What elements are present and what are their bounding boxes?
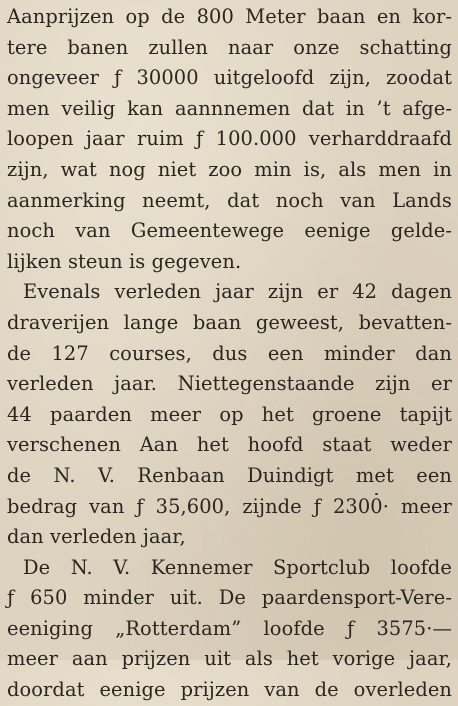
paragraph-sportclubs: [7, 553, 452, 706]
text-line: verleden jaar. Niettegenstaande zijn er: [7, 372, 452, 396]
text-line: loopen jaar ruim ƒ 100.000 verharddraafd: [7, 127, 452, 151]
paragraph-racing-days: [7, 277, 452, 552]
text-line: Aanprijzen op de 800 Meter baan en kor-: [7, 5, 452, 28]
text-line: tere banen zullen naar onze schatting: [7, 35, 452, 59]
text-line: bedrag van ƒ 35,600, zijnde ƒ 2300· meer: [7, 494, 452, 518]
text-line: de 127 courses, dus een minder dan: [7, 341, 452, 365]
text-line: Evenals verleden jaar zijn er 42 dagen: [23, 280, 452, 304]
text-line: ƒ 650 minder uit. De paardensport-Vere-: [7, 586, 452, 610]
text-line: noch van Gemeentewege eenige gelde-: [7, 219, 452, 243]
text-line: verschenen Aan het hoofd staat weder: [7, 433, 452, 457]
text-line: aanmerking neemt, dat noch van Lands: [7, 188, 452, 212]
text-line: draverijen lange baan geweest, bevatten-: [7, 310, 452, 334]
text-line: eeniging „Rotterdam” loofde ƒ 3575·—: [7, 616, 452, 640]
text-line: ongeveer ƒ 30000 uitgeloofd zijn, zoodat: [7, 66, 452, 90]
ink-speck: [375, 493, 378, 495]
text-line: zijn, wat nog niet zoo min is, als men in: [7, 157, 452, 181]
text-line: de N. V. Renbaan Duindigt met een: [7, 463, 452, 487]
paragraph-prize-money: [7, 2, 452, 277]
text-line: lijken steun is gegeven.: [7, 249, 242, 273]
text-line: men veilig kan aannnemen dat in ’t afge-: [7, 96, 452, 120]
text-line: De N. V. Kennemer Sportclub loofde: [23, 555, 452, 579]
text-line: dan verleden jaar,: [7, 525, 186, 549]
text-line: 44 paarden meer op het groene tapijt: [7, 402, 452, 426]
text-line: doordat eenige prijzen van de overleden: [7, 678, 452, 702]
text-line: meer aan prijzen uit als het vorige jaar,: [7, 647, 452, 671]
